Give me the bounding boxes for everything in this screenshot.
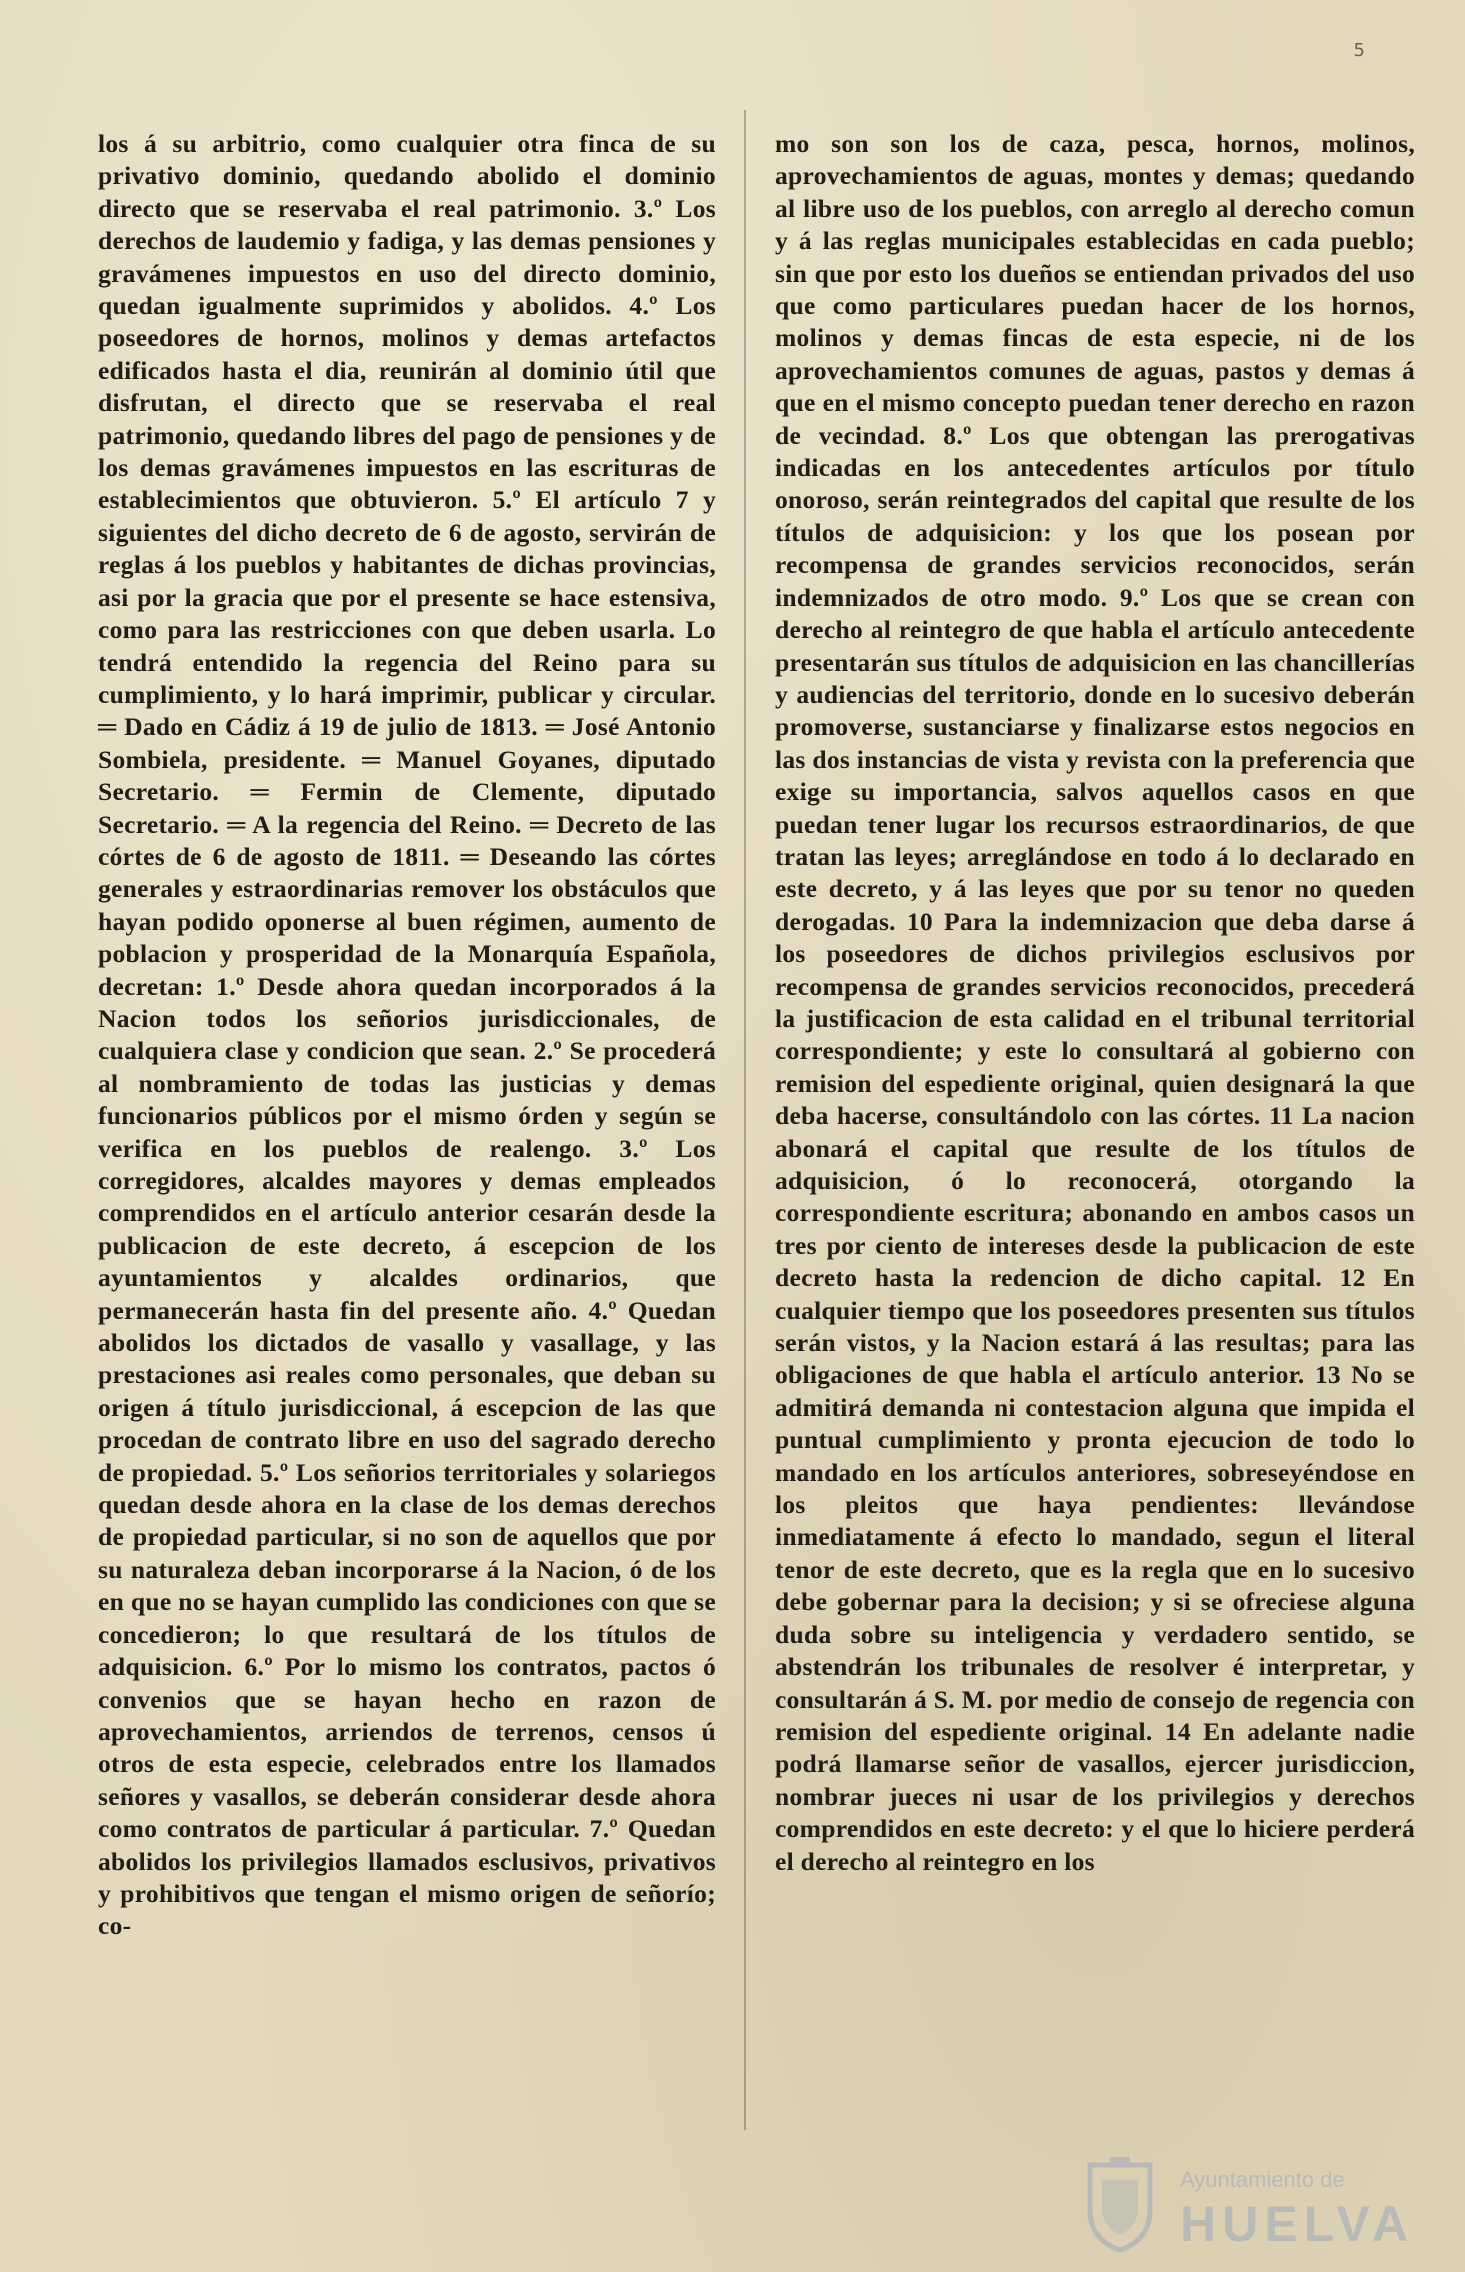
page-corner-mark: 5 [1353, 40, 1365, 61]
column-divider [744, 110, 746, 2130]
huelva-watermark [1080, 2155, 1415, 2255]
watermark-line2: HUELVA [1180, 2196, 1415, 2252]
watermark-line1: Ayuntamiento de [1180, 2167, 1345, 2192]
coat-of-arms-icon [1080, 2155, 1160, 2255]
left-column-text: los á su arbitrio, como cualquier otra finca de su privativo dominio, quedando abolido el dominio directo que se reservaba el real patrimonio. 3.º Los derechos de laudemio y fadiga, y las demas pensiones y gravámenes impuestos en uso del directo dominio, quedan igualmente suprimidos y abolidos. 4.º Los poseedores de hornos, molinos y demas artefactos edificados hasta el dia, reunirán al dominio útil que disfrutan, el directo que se reservaba el real patrimonio, quedando libres del pago de pensiones y de los demas gravámenes impuestos en las escrituras de establecimientos que obtuvieron. 5.º El artículo 7 y siguientes del dicho decreto de 6 de agosto, servirán de reglas á los pueblos y habitantes de dichas provincias, asi por la gracia que por el presente se hace estensiva, como para las restricciones con que deben usarla. Lo tendrá entendido la regencia del Reino para su cumplimiento, y lo hará imprimir, publicar y circular. ═ Dado en Cádiz á 19 de julio de 1813. ═ José Antonio Sombiela, presidente. ═ Manuel Goyanes, diputado Secretario. ═ Fermin de Clemente, diputado Secretario. ═ A la regencia del Reino. ═ Decreto de las córtes de 6 de agosto de 1811. ═ Deseando las córtes generales y estraordinarias remover los obstáculos que hayan podido oponerse al buen régimen, aumento de poblacion y prosperidad de la Monarquía Española, decretan: 1.º Desde ahora quedan incorporados á la Nacion todos los señorios jurisdiccionales, de cualquiera clase y condicion que sean. 2.º Se procederá al nombramiento de todas las justicias y demas funcionarios públicos por el mismo órden y según se verifica en los pueblos de realengo. 3.º Los corregidores, alcaldes mayores y demas empleados comprendidos en el artículo anterior cesarán desde la publicacion de este decreto, á escepcion de los ayuntamientos y alcaldes ordinarios, que permanecerán hasta fin del presente año. 4.º Quedan abolidos los dictados de vasallo y vasallage, y las prestaciones asi reales como personales, que deban su origen á título jurisdiccional, á escepcion de las que procedan de contrato libre en uso del sagrado derecho de propiedad. 5.º Los señorios territoriales y solariegos quedan desde ahora en la clase de los demas derechos de propiedad particular, si no son de aquellos que por su naturaleza deban incorporarse á la Nacion, ó de los en que no se hayan cumplido las condiciones con que se concedieron; lo que resultará de los títulos de adquisicion. 6.º Por lo mismo los contratos, pactos ó convenios que se hayan hecho en razon de aprovechamientos, arriendos de terrenos, censos ú otros de esta especie, celebrados entre los llamados señores y vasallos, se deberán considerar desde ahora como contratos de particular á particular. 7.º Quedan abolidos los privilegios llamados esclusivos, privativos y prohibitivos que tengan el mismo origen de señorío; co- [98, 129, 716, 1941]
right-column-text: mo son son los de caza, pesca, hornos, molinos, aprovechamientos de aguas, montes y demas; quedando al libre uso de los pueblos, con arreglo al derecho comun y á las reglas municipales establecidas en cada pueblo; sin que por esto los dueños se entiendan privados del uso que como particulares puedan hacer de los hornos, molinos y demas fincas de esta especie, ni de los aprovechamientos comunes de aguas, pastos y demas á que en el mismo concepto puedan tener derecho en razon de vecindad. 8.º Los que obtengan las prerogativas indicadas en los antecedentes artículos por título onoroso, serán reintegrados del capital que resulte de los títulos de adquisicion: y los que los posean por recompensa de grandes servicios reconocidos, serán indemnizados de otro modo. 9.º Los que se crean con derecho al reintegro de que habla el artículo antecedente presentarán sus títulos de adquisicion en las chancillerías y audiencias del territorio, donde en lo sucesivo deberán promoverse, sustanciarse y finalizarse estos negocios en las dos instancias de vista y revista con la preferencia que exige su importancia, salvos aquellos casos en que puedan tener lugar los recursos estraordinarios, de que tratan las leyes; arreglándose en todo á lo declarado en este decreto, y á las leyes que por su tenor no queden derogadas. 10 Para la indemnizacion que deba darse á los poseedores de dichos privilegios esclusivos por recompensa de grandes servicios reconocidos, precederá la justificacion de esta calidad en el tribunal territorial correspondiente; y este lo consultará al gobierno con remision del espediente original, quien designará la que deba hacerse, consultándolo con las córtes. 11 La nacion abonará el capital que resulte de los títulos de adquisicion, ó lo reconocerá, otorgando la correspondiente escritura; abonando en ambos casos un tres por ciento de intereses desde la publicacion de este decreto hasta la redencion de dicho capital. 12 En cualquier tiempo que los poseedores presenten sus títulos serán vistos, y la Nacion estará á las resultas; para las obligaciones de que habla el artículo anterior. 13 No se admitirá demanda ni contestacion alguna que impida el puntual cumplimiento y pronta ejecucion de todo lo mandado en los artículos anteriores, sobreseyéndose en los pleitos que haya pendientes: llevándose inmediatamente á efecto lo mandado, segun el literal tenor de este decreto, que es la regla que en lo sucesivo debe gobernar para la decision; y si se ofreciese alguna duda sobre su inteligencia y verdadero sentido, se abstendrán los tribunales de resolver é interpretar, y consultarán á S. M. por medio de consejo de regencia con remision del espediente original. 14 En adelante nadie podrá llamarse señor de vasallos, ejercer jurisdiccion, nombrar jueces ni usar de los privilegios y derechos comprendidos en este decreto: y el que lo hiciere perderá el derecho al reintegro en los [775, 129, 1415, 1876]
